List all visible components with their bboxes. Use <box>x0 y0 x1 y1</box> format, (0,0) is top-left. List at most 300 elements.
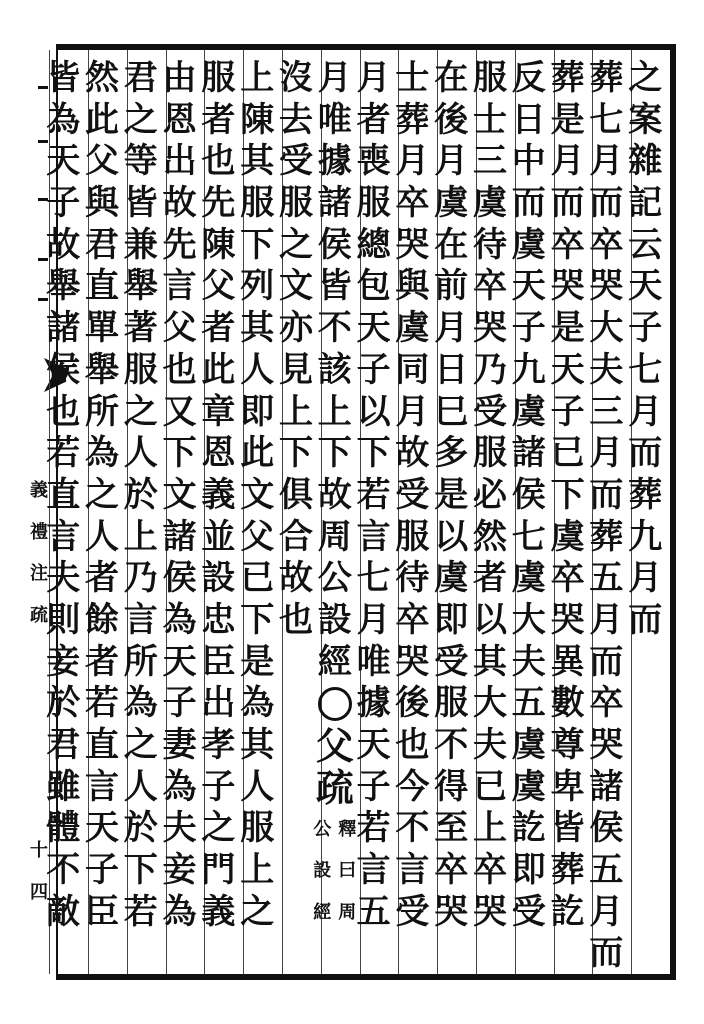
text-char: 哭 <box>550 266 585 307</box>
text-char: 包 <box>356 266 391 307</box>
text-char: 章 <box>201 391 236 432</box>
text-char: 沒 <box>279 58 313 98</box>
text-char: 尊 <box>550 725 585 765</box>
text-char: 哭 <box>589 725 624 765</box>
text-char: 云 <box>628 224 663 265</box>
text-char: 五 <box>589 850 624 891</box>
text-char: 子 <box>356 766 391 807</box>
text-char: 雜 <box>628 141 663 182</box>
text-char: 案 <box>628 99 663 140</box>
annotation-char: 釋 <box>338 818 357 840</box>
text-char: 故 <box>317 474 352 515</box>
text-char: 服 <box>123 349 158 390</box>
text-char: 哭 <box>434 891 469 932</box>
text-char: 七 <box>356 558 391 599</box>
text-char: 也 <box>201 141 236 182</box>
text-char: 是 <box>240 641 275 682</box>
margin-title-char: 義 <box>30 480 48 501</box>
text-char: 所 <box>123 641 158 682</box>
text-char: 以 <box>356 391 391 432</box>
text-char: 受 <box>279 141 313 182</box>
text-char: 舉 <box>123 266 158 307</box>
text-char: 不 <box>434 725 469 765</box>
text-char: 同 <box>395 349 430 390</box>
text-char: 卒 <box>473 850 507 891</box>
text-char: 人 <box>123 433 158 474</box>
annotation-char: 周 <box>338 901 357 923</box>
text-char: 為 <box>162 891 197 932</box>
text-char: 之 <box>123 99 158 140</box>
text-char: 虞 <box>511 766 546 807</box>
text-char: 五 <box>511 683 546 724</box>
text-char: 侯 <box>317 224 352 265</box>
text-char: 設 <box>317 599 352 640</box>
text-char: 子 <box>511 308 546 349</box>
text-char: 父 <box>201 266 236 307</box>
text-char: 上 <box>123 516 158 557</box>
text-char: 葬 <box>589 58 624 98</box>
text-char: 下 <box>162 433 197 474</box>
text-char: 直 <box>85 725 119 765</box>
text-char: 月 <box>550 141 585 182</box>
text-char: 子 <box>356 349 391 390</box>
text-char: 唯 <box>356 641 391 682</box>
text-char: 哭 <box>550 599 585 640</box>
text-char: 文 <box>162 474 197 515</box>
text-char: 是 <box>550 308 585 349</box>
text-char: 卒 <box>550 558 585 599</box>
text-char: 侯 <box>46 349 81 390</box>
text-char: 君 <box>123 58 158 98</box>
text-char: 下 <box>356 433 391 474</box>
text-char: 也 <box>279 599 313 640</box>
text-char: 服 <box>279 183 313 224</box>
text-char: 父 <box>240 516 275 557</box>
text-char: 五 <box>356 891 391 932</box>
text-char: 而 <box>628 599 663 640</box>
page-number-char: 四 <box>30 881 48 903</box>
text-char: 者 <box>201 308 236 349</box>
text-char: 皆 <box>46 58 81 98</box>
text-char: 父 <box>162 308 197 349</box>
text-char: 後 <box>395 683 430 724</box>
text-char: 月 <box>356 58 391 98</box>
text-char: 於 <box>46 683 81 724</box>
text-char: 至 <box>434 808 469 849</box>
text-char: 卒 <box>395 183 430 224</box>
text-char: 也 <box>162 349 197 390</box>
text-char: 服 <box>201 58 236 98</box>
text-char: 若 <box>356 808 391 849</box>
text-char: 據 <box>356 683 391 724</box>
text-char: 月 <box>628 558 663 599</box>
text-char: 為 <box>240 683 275 724</box>
text-char: 卒 <box>550 224 585 265</box>
text-char: 夫 <box>589 349 624 390</box>
text-char: 哭 <box>589 266 624 307</box>
text-char: 人 <box>123 766 158 807</box>
text-char: 受 <box>395 891 430 932</box>
text-char: 而 <box>550 183 585 224</box>
text-char: 而 <box>628 433 663 474</box>
text-char: 月 <box>589 141 624 182</box>
text-char: 皆 <box>123 183 158 224</box>
text-char: 服 <box>356 183 391 224</box>
text-char: 人 <box>85 516 119 557</box>
text-char: 之 <box>85 474 119 515</box>
text-char: 子 <box>46 183 81 224</box>
text-char: 義 <box>201 474 236 515</box>
text-char: 夫 <box>511 641 546 682</box>
text-char: 亦 <box>279 308 313 349</box>
text-char: 故 <box>162 183 197 224</box>
text-char: 為 <box>123 683 158 724</box>
text-char: 此 <box>201 349 236 390</box>
text-char: 餘 <box>85 599 119 640</box>
text-char: 並 <box>201 516 236 557</box>
text-char: 其 <box>473 641 507 682</box>
text-char: 受 <box>511 891 546 932</box>
text-char: 孝 <box>201 725 236 765</box>
text-char: 者 <box>85 641 119 682</box>
text-char: 陳 <box>240 99 275 140</box>
text-char: 上 <box>240 850 275 891</box>
text-char: 體 <box>46 808 81 849</box>
text-char: 為 <box>162 766 197 807</box>
text-char: 乃 <box>473 349 507 390</box>
text-char: 諸 <box>162 516 197 557</box>
text-char: 於 <box>123 808 158 849</box>
text-char: 之 <box>123 391 158 432</box>
text-char: 月 <box>589 599 624 640</box>
text-char: 士 <box>395 58 430 98</box>
text-char: 月 <box>434 141 469 182</box>
text-char: 義 <box>201 891 236 932</box>
text-char: 天 <box>356 725 391 765</box>
text-char: 葬 <box>395 99 430 140</box>
text-char: 葬 <box>550 850 585 891</box>
text-char: 不 <box>317 308 352 349</box>
text-char: 葬 <box>589 516 624 557</box>
text-char: 得 <box>434 766 469 807</box>
text-char: 子 <box>162 683 197 724</box>
text-char: 之 <box>240 891 275 932</box>
text-char: 見 <box>279 349 313 390</box>
text-char: 舉 <box>46 266 81 307</box>
text-char: 日 <box>511 99 546 140</box>
text-char: 多 <box>434 433 469 474</box>
text-char: 父 <box>85 141 119 182</box>
text-char: 七 <box>589 99 624 140</box>
text-char: 言 <box>356 850 391 891</box>
text-char: 天 <box>511 266 546 307</box>
text-char: 喪 <box>356 141 391 182</box>
text-char: 總 <box>356 224 391 265</box>
text-char: 先 <box>201 183 236 224</box>
text-char: 陳 <box>201 224 236 265</box>
text-char: 服 <box>240 808 275 849</box>
text-char: 下 <box>317 433 352 474</box>
text-char: 先 <box>162 224 197 265</box>
text-char: 之 <box>123 725 158 765</box>
text-char: 而 <box>589 183 624 224</box>
text-char: 卒 <box>473 266 507 307</box>
text-char: 此 <box>240 433 275 474</box>
text-char: 卒 <box>589 224 624 265</box>
text-char: 卒 <box>395 599 430 640</box>
text-char: 恩 <box>162 99 197 140</box>
text-char: 人 <box>240 766 275 807</box>
text-char: 之 <box>628 58 663 98</box>
text-char: 月 <box>628 391 663 432</box>
margin-title-char: 注 <box>30 563 48 585</box>
text-char: 受 <box>395 474 430 515</box>
text-char: 敵 <box>46 891 81 932</box>
text-char: 而 <box>589 474 624 515</box>
text-char: 以 <box>473 599 507 640</box>
annotation-char: 設 <box>313 860 332 882</box>
text-char: 忠 <box>201 599 236 640</box>
text-char: 上 <box>279 391 313 432</box>
circle-marker-icon <box>310 683 360 725</box>
commentary-heading-char: 父 <box>315 723 354 769</box>
text-char: 巳 <box>434 391 469 432</box>
text-char: 而 <box>589 933 624 974</box>
text-char: 上 <box>473 808 507 849</box>
text-char: 服 <box>473 58 507 98</box>
annotation-char: 經 <box>313 901 332 923</box>
text-char: 哭 <box>395 641 430 682</box>
text-char: 月 <box>395 141 430 182</box>
text-char: 三 <box>589 391 624 432</box>
text-char: 人 <box>240 349 275 390</box>
margin-title-char: 疏 <box>30 605 48 627</box>
text-char: 皆 <box>317 266 352 307</box>
text-char: 設 <box>201 558 236 599</box>
text-char: 由 <box>162 58 197 98</box>
text-char: 兼 <box>123 224 158 265</box>
text-char: 妾 <box>46 641 81 682</box>
text-char: 單 <box>85 308 119 349</box>
text-char: 虞 <box>434 558 469 599</box>
text-char: 之 <box>279 224 313 265</box>
text-char: 然 <box>473 516 507 557</box>
text-char: 即 <box>434 599 469 640</box>
text-char: 若 <box>85 683 119 724</box>
text-char: 也 <box>395 725 430 765</box>
text-char: 夫 <box>162 808 197 849</box>
text-char: 上 <box>240 58 275 98</box>
text-char: 服 <box>473 433 507 474</box>
text-char: 虞 <box>395 308 430 349</box>
text-char: 月 <box>317 58 352 98</box>
text-char: 言 <box>123 599 158 640</box>
text-char: 訖 <box>550 891 585 932</box>
text-char: 者 <box>356 99 391 140</box>
text-char: 是 <box>550 99 585 140</box>
text-char: 故 <box>279 558 313 599</box>
text-char: 而 <box>589 641 624 682</box>
text-char: 據 <box>317 141 352 182</box>
text-char: 言 <box>356 516 391 557</box>
text-char: 下 <box>550 474 585 515</box>
text-char: 雖 <box>46 766 81 807</box>
text-column <box>38 58 88 933</box>
annotation-char: 曰 <box>338 860 357 882</box>
text-char: 所 <box>85 391 119 432</box>
text-char: 去 <box>279 99 313 140</box>
text-char: 哭 <box>473 308 507 349</box>
text-char: 月 <box>356 599 391 640</box>
text-char: 天 <box>162 641 197 682</box>
text-char: 中 <box>511 141 546 182</box>
text-char: 服 <box>395 516 430 557</box>
text-char: 也 <box>46 391 81 432</box>
text-char: 以 <box>434 516 469 557</box>
text-char: 舉 <box>85 349 119 390</box>
text-char: 言 <box>162 266 197 307</box>
text-char: 五 <box>589 558 624 599</box>
text-char: 言 <box>46 516 81 557</box>
text-char: 文 <box>279 266 313 307</box>
text-char: 七 <box>511 516 546 557</box>
text-char: 為 <box>46 99 81 140</box>
text-char: 葬 <box>628 474 663 515</box>
text-char: 天 <box>550 349 585 390</box>
text-char: 月 <box>395 391 430 432</box>
text-char: 下 <box>279 433 313 474</box>
text-char: 上 <box>317 391 352 432</box>
text-char: 即 <box>511 850 546 891</box>
text-char: 子 <box>628 308 663 349</box>
text-char: 是 <box>434 474 469 515</box>
text-char: 虞 <box>511 558 546 599</box>
text-char: 君 <box>85 224 119 265</box>
text-char: 夫 <box>473 725 507 765</box>
text-char: 妻 <box>162 725 197 765</box>
commentary-heading-char: 疏 <box>315 765 354 810</box>
text-char: 日 <box>434 349 469 390</box>
text-char: 九 <box>628 516 663 557</box>
text-char: 待 <box>473 224 507 265</box>
text-char: 虞 <box>511 224 546 265</box>
text-char: 諸 <box>589 766 624 807</box>
text-char: 服 <box>240 183 275 224</box>
text-char: 諸 <box>511 433 546 474</box>
text-char: 三 <box>473 141 507 182</box>
text-char: 受 <box>473 391 507 432</box>
text-char: 為 <box>85 433 119 474</box>
text-char: 虞 <box>511 391 546 432</box>
text-char: 士 <box>473 99 507 140</box>
margin-title-char: 禮 <box>30 521 48 543</box>
annotation-left <box>310 809 335 934</box>
text-char: 月 <box>434 308 469 349</box>
text-char: 臣 <box>201 641 236 682</box>
text-char: 天 <box>628 266 663 307</box>
text-char: 諸 <box>46 308 81 349</box>
text-char: 於 <box>123 474 158 515</box>
text-char: 不 <box>395 808 430 849</box>
text-char: 出 <box>201 683 236 724</box>
text-char: 直 <box>85 266 119 307</box>
text-char: 在 <box>434 58 469 98</box>
text-char: 虞 <box>511 725 546 765</box>
text-char: 故 <box>46 224 81 265</box>
text-char: 者 <box>201 99 236 140</box>
text-char: 夫 <box>46 558 81 599</box>
text-char: 下 <box>240 599 275 640</box>
text-char: 然 <box>85 58 119 98</box>
text-char: 者 <box>473 558 507 599</box>
text-char: 今 <box>395 766 430 807</box>
text-char: 出 <box>162 141 197 182</box>
text-char: 恩 <box>201 433 236 474</box>
text-char: 異 <box>550 641 585 682</box>
text-char: 君 <box>46 725 81 765</box>
text-char: 必 <box>473 474 507 515</box>
text-char: 其 <box>240 725 275 765</box>
text-char: 侯 <box>589 808 624 849</box>
text-char: 之 <box>201 808 236 849</box>
text-char: 言 <box>395 850 430 891</box>
text-char: 則 <box>46 599 81 640</box>
text-char: 而 <box>511 183 546 224</box>
text-char: 周 <box>317 516 352 557</box>
text-char: 為 <box>162 599 197 640</box>
text-char: 子 <box>201 766 236 807</box>
text-char: 又 <box>162 391 197 432</box>
text-char: 後 <box>434 99 469 140</box>
text-char: 子 <box>85 850 119 891</box>
text-char: 哭 <box>395 224 430 265</box>
text-char: 故 <box>395 433 430 474</box>
text-char: 在 <box>434 224 469 265</box>
text-char: 公 <box>317 558 352 599</box>
text-char: 著 <box>123 308 158 349</box>
text-char: 臣 <box>85 891 119 932</box>
text-char: 若 <box>123 891 158 932</box>
text-char: 訖 <box>511 808 546 849</box>
text-char: 諸 <box>317 183 352 224</box>
annotation-right <box>335 809 360 934</box>
text-char: 不 <box>46 850 81 891</box>
text-char: 門 <box>201 850 236 891</box>
text-char: 若 <box>356 474 391 515</box>
text-char: 哭 <box>473 891 507 932</box>
text-char: 已 <box>550 433 585 474</box>
text-char: 虞 <box>434 183 469 224</box>
text-char: 與 <box>85 183 119 224</box>
text-char: 經 <box>317 641 352 682</box>
annotation-char: 公 <box>313 818 332 840</box>
text-char: 已 <box>473 766 507 807</box>
text-char: 等 <box>123 141 158 182</box>
text-char: 卒 <box>589 683 624 724</box>
text-char: 天 <box>356 308 391 349</box>
text-char: 其 <box>240 308 275 349</box>
text-char: 文 <box>240 474 275 515</box>
text-char: 即 <box>240 391 275 432</box>
text-char: 待 <box>395 558 430 599</box>
circle-ring <box>318 687 352 721</box>
text-char: 天 <box>85 808 119 849</box>
text-char: 受 <box>434 641 469 682</box>
text-char: 妾 <box>162 850 197 891</box>
text-char: 與 <box>395 266 430 307</box>
text-char: 皆 <box>550 808 585 849</box>
text-char: 言 <box>85 766 119 807</box>
